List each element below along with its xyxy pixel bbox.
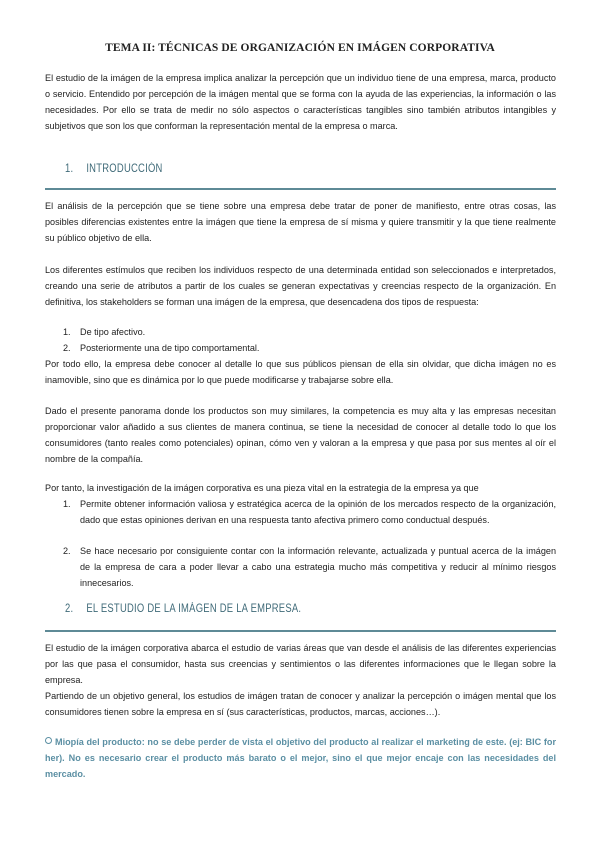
section-2-number: 2. [65, 603, 74, 615]
list-item [63, 543, 556, 591]
section-1-paragraph-3: Por todo ello, la empresa debe conocer al detalle lo que sus públicos piensan de ella sin olvidar, que dicha imágen no es inamovible, sino que es dinámica por lo que puede modificarse y trabajarse sobre ella. [45, 359, 556, 385]
section-1-paragraph-4: Dado el presente panorama donde los productos son muy similares, la competencia es muy alta y las empresas necesitan proporcionar valor añadido a sus clientes de manera continua, se tiene la necesidad de conocer al detalle todo lo que los consumidores (tanto reales como potenciales) opinan, cómo ven y valoran a la empresa y que pasa por sus mentes al oír el nombre de la compañía. [45, 406, 556, 464]
list-marker: 2. [63, 546, 71, 556]
section-2-divider [45, 630, 556, 632]
section-1-divider [45, 188, 556, 190]
circle-bullet-icon [45, 737, 52, 744]
list-item-text: Posteriormente una de tipo comportamental. [80, 343, 260, 353]
page-title: TEMA II: TÉCNICAS DE ORGANIZACIÓN EN IMÁGEN CORPORATIVA [105, 42, 495, 54]
section-2-paragraph-2: Partiendo de un objetivo general, los estudios de imágen tratan de conocer y analizar la percepción o imágen mental que los consumidores tienen sobre la empresa en sí (sus características, productos, marcas, acciones…). [45, 691, 556, 717]
list-item-text: Se hace necesario por consiguiente contar con la información relevante, actualizada y puntual acerca de la imágen de la empresa de cara a poder llevar a cabo una estrategia mucho más competitiva y reducir al mínimo riesgos innecesarios. [80, 546, 556, 588]
list-marker: 1. [63, 327, 71, 337]
list-item-text: De tipo afectivo. [80, 327, 146, 337]
section-1-paragraph-2: Los diferentes estímulos que reciben los individuos respecto de una determinada entidad son seleccionados e interpretados, creando una serie de atributos a partir de los cuales se generan expectativas y creencias respecto de la organización. En definitiva, los stakeholders se forman una imágen de la empresa, que desencadena dos tipos de respuesta: [45, 265, 556, 307]
product-myopia-note [45, 734, 556, 782]
section-2-paragraph-1: El estudio de la imágen corporativa abarca el estudio de varias áreas que van desde el análisis de las diferentes experiencias por las que pasa el consumidor, hasta sus creencias y sentimientos o las diferentes informaciones que le llegan sobre la empresa. [45, 643, 556, 685]
section-1-title: INTRODUCCIÓN [86, 163, 163, 175]
list-item [63, 324, 556, 340]
list-item-text: Permite obtener información valiosa y estratégica acerca de la opinión de los mercados respecto de la organización, dado que estas opiniones derivan en una respuesta tanto afectiva primero como conductual después. [80, 499, 556, 525]
list-item [63, 496, 556, 528]
section-1-number: 1. [65, 163, 74, 175]
section-1-heading [65, 163, 163, 175]
section-2-heading [65, 603, 301, 615]
section-1-paragraph-5: Por tanto, la investigación de la imágen corporativa es una pieza vital en la estrategia de la empresa ya que [45, 483, 479, 493]
list-marker: 1. [63, 499, 71, 509]
product-myopia-text: Miopía del producto: no se debe perder de vista el objetivo del producto al realizar el marketing de este. (ej: BIC for her). No es necesario crear el producto más barato o el mejor, sino el que mejor encaje con las necesidades del mercado. [45, 737, 556, 779]
section-1-paragraph-1: El análisis de la percepción que se tiene sobre una empresa debe tratar de poner de manifiesto, entre otras cosas, las posibles diferencias existentes entre la imágen que tiene la empresa de sí misma y quiere transmitir y la que tiene realmente su público objetivo de ella. [45, 201, 556, 243]
list-marker: 2. [63, 343, 71, 353]
intro-paragraph: El estudio de la imágen de la empresa implica analizar la percepción que un individuo tiene de una empresa, marca, producto o servicio. Entendido por percepción de la imágen mental que se forma con la ayuda de las experiencias, la información o las necesidades. Por ello se trata de medir no sólo aspectos o características tangibles sino también atributos intangibles y subjetivos que son los que conforman la representación mental de la empresa o marca. [45, 73, 556, 131]
list-item [63, 340, 556, 356]
section-2-title: EL ESTUDIO DE LA IMÁGEN DE LA EMPRESA. [86, 603, 302, 615]
